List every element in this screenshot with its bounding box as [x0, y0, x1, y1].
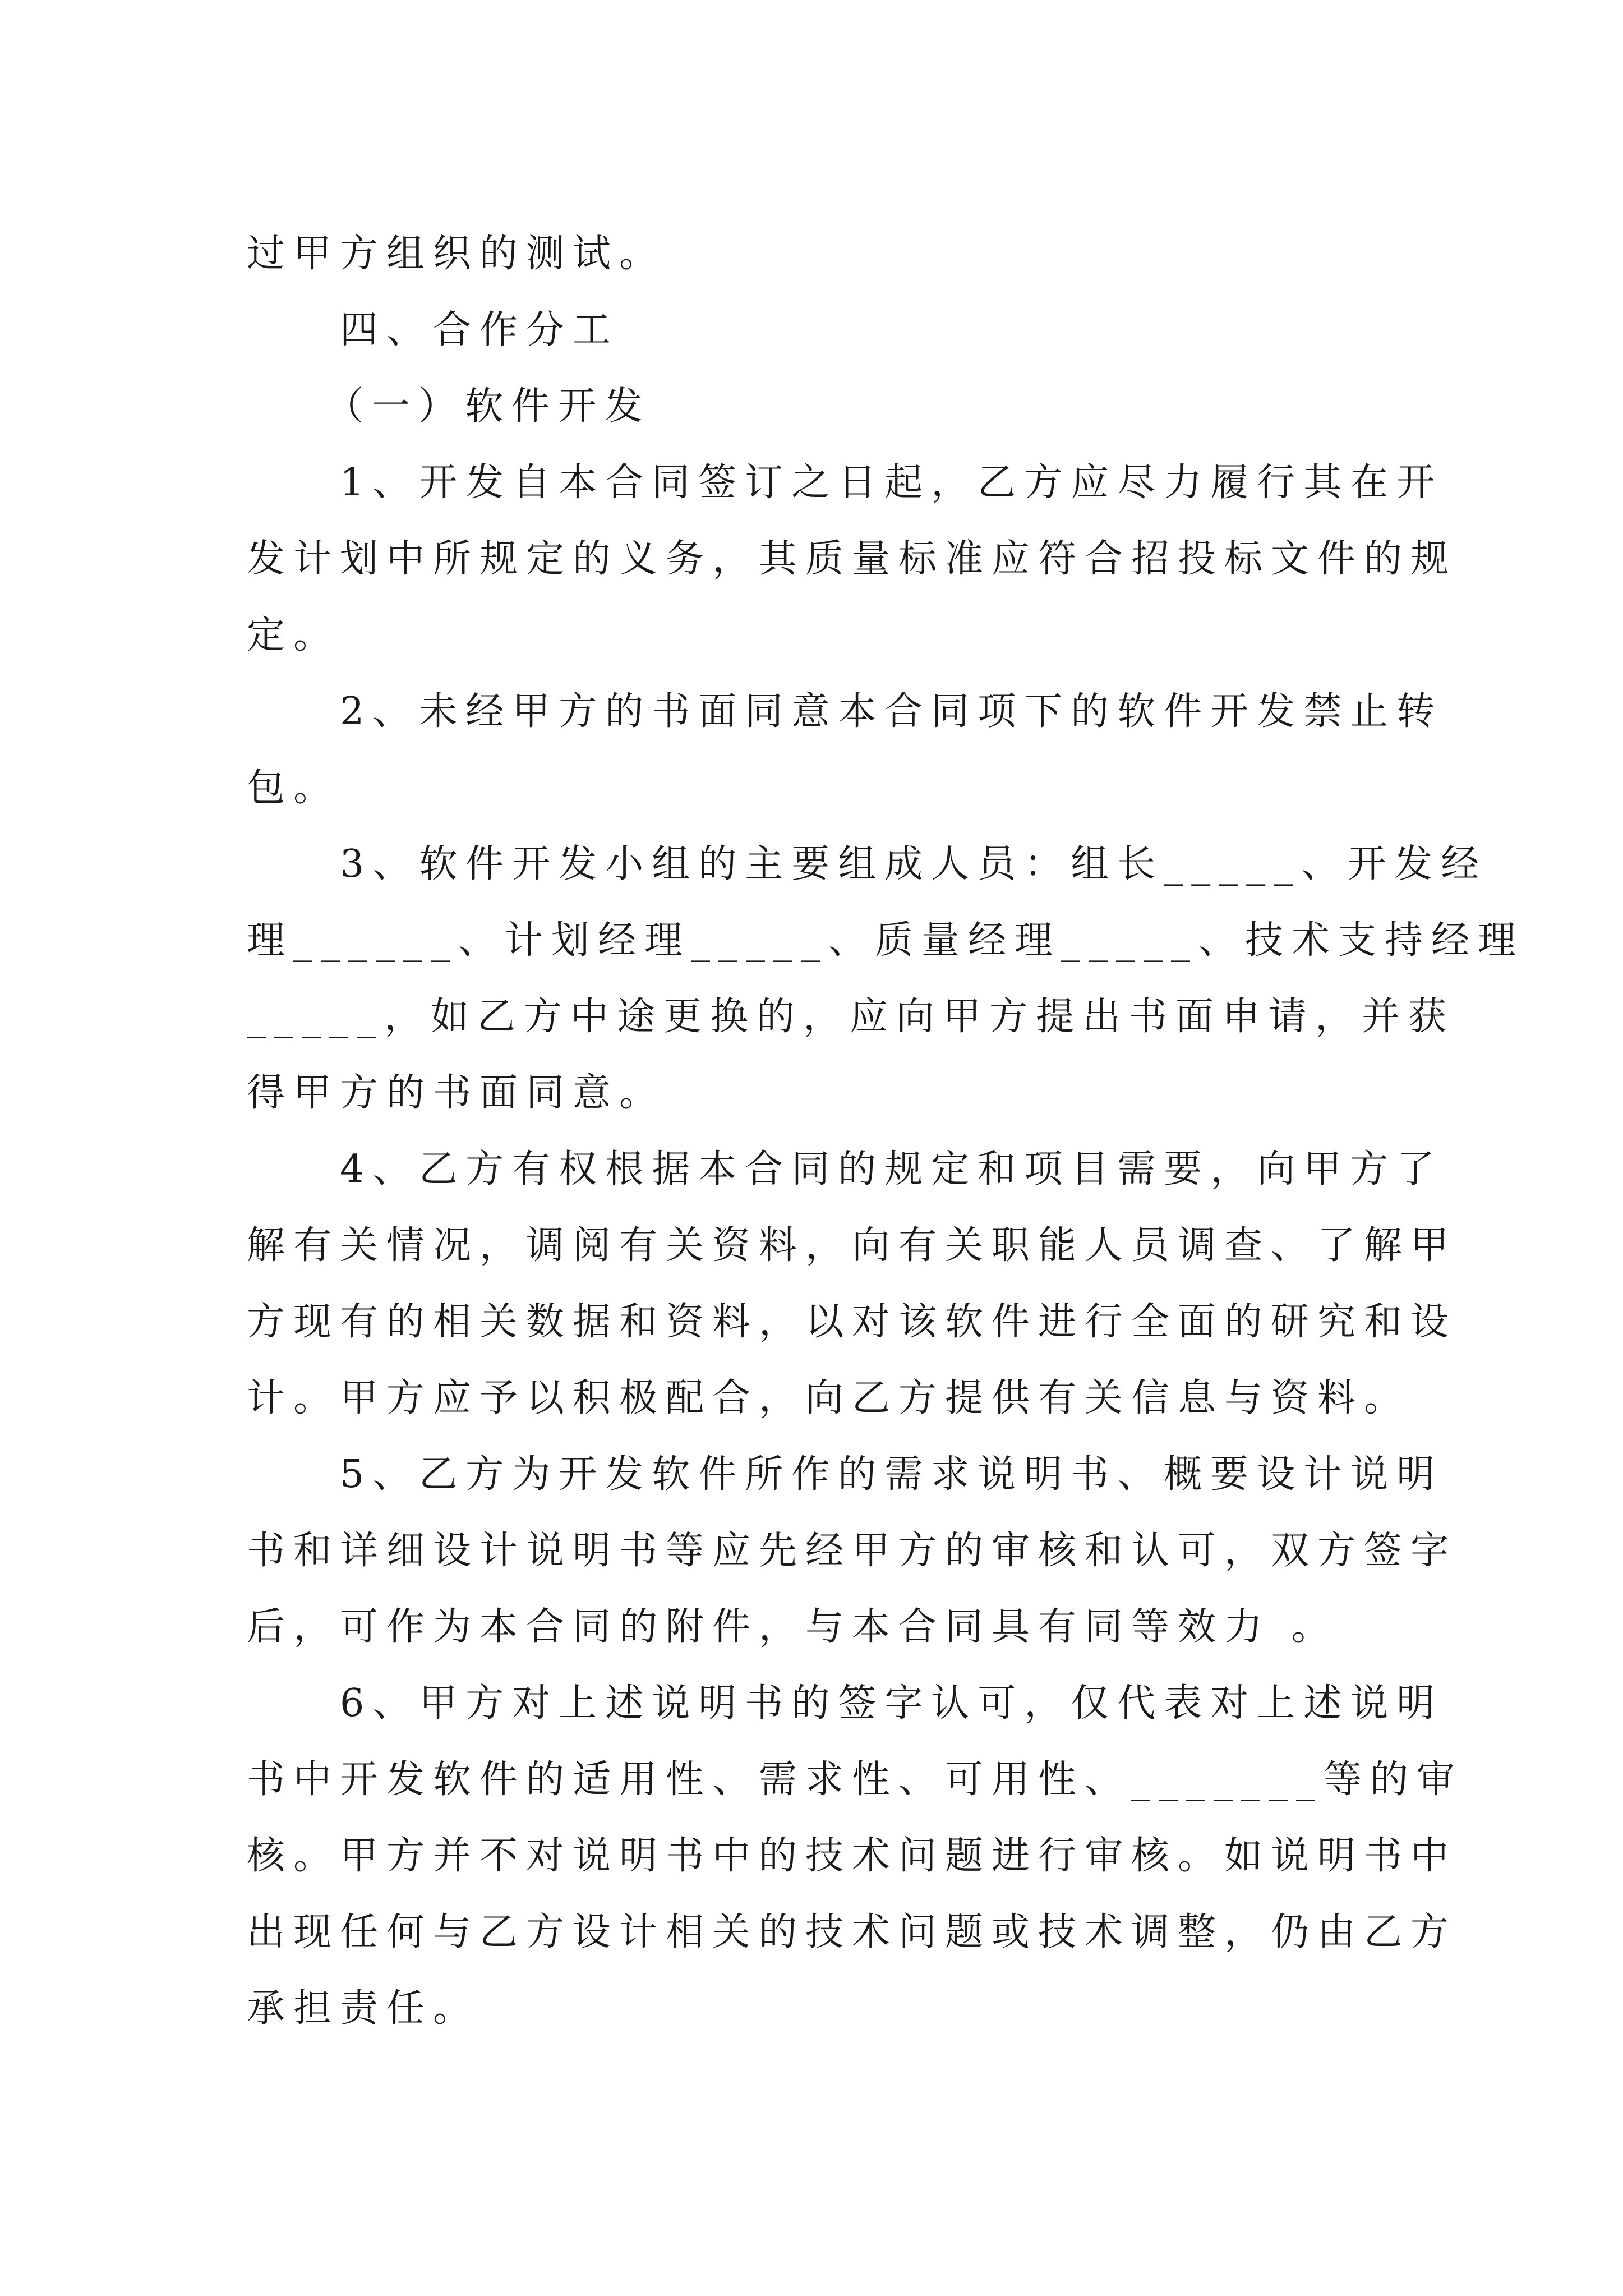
paragraph-line: 得甲方的书面同意。: [247, 1071, 666, 1115]
document-body: [247, 216, 1525, 2047]
paragraph-line: 2、未经甲方的书面同意本合同项下的软件开发禁止转: [340, 689, 1444, 734]
paragraph-line: 过甲方组织的测试。: [247, 232, 666, 276]
paragraph-line: 5、乙方为开发软件所作的需求说明书、概要设计说明: [340, 1452, 1444, 1497]
paragraph-line: 承担责任。: [247, 1986, 480, 2031]
paragraph-line: 定。: [247, 613, 340, 657]
paragraph-line: 解有关情况，调阅有关资料，向有关职能人员调查、了解甲: [247, 1223, 1458, 1268]
paragraph-line: 核。甲方并不对说明书中的技术问题进行审核。如说明书中: [247, 1834, 1458, 1878]
paragraph-line: 发计划中所规定的义务，其质量标准应符合招投标文件的规: [247, 537, 1458, 581]
paragraph-line: 6、甲方对上述说明书的签字认可，仅代表对上述说明: [340, 1681, 1444, 1726]
paragraph-line: 后，可作为本合同的附件，与本合同具有同等效力 。: [247, 1605, 1338, 1649]
paragraph-line: 出现任何与乙方设计相关的技术问题或技术调整，仍由乙方: [247, 1910, 1458, 1954]
paragraph-line: 3、软件开发小组的主要组成人员：组长_____、开发经: [340, 842, 1488, 886]
paragraph-line: _____，如乙方中途更换的，应向甲方提出书面申请，并获: [247, 995, 1455, 1039]
paragraph-line: 方现有的相关数据和资料，以对该软件进行全面的研究和设: [247, 1300, 1458, 1344]
paragraph-line: 1、开发自本合同签订之日起，乙方应尽力履行其在开: [340, 461, 1444, 505]
section-heading: 四、合作分工: [340, 308, 620, 352]
paragraph-line: 理______、计划经理_____、质量经理_____、技术支持经理: [247, 918, 1525, 963]
paragraph-line: 书中开发软件的适用性、需求性、可用性、_______等的审: [247, 1757, 1464, 1802]
subsection-heading: （一）软件开发: [325, 384, 652, 429]
paragraph-line: 包。: [247, 766, 340, 810]
paragraph-line: 4、乙方有权根据本合同的规定和项目需要，向甲方了: [340, 1147, 1444, 1191]
paragraph-line: 计。甲方应予以积极配合，向乙方提供有关信息与资料。: [247, 1376, 1411, 1420]
paragraph-line: 书和详细设计说明书等应先经甲方的审核和认可，双方签字: [247, 1529, 1458, 1573]
